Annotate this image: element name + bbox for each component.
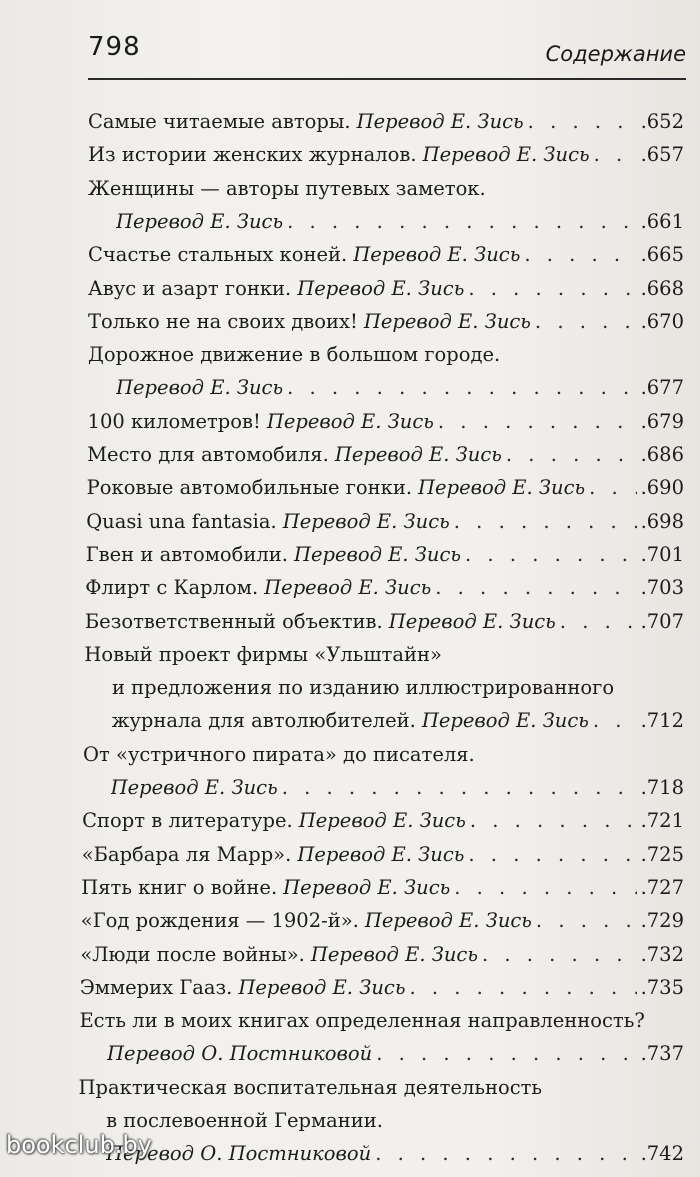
toc-entry-continuation — [112, 672, 684, 704]
toc-leader-dots — [594, 139, 637, 171]
toc-page-number: .701 — [640, 542, 684, 566]
toc-translator: Перевод Е. Зись — [297, 276, 465, 300]
toc-page-number: .686 — [640, 443, 684, 466]
toc-title: Флирт с Карлом. — [85, 576, 259, 600]
toc-translator: Перевод Е. Зись — [116, 376, 284, 400]
toc-translator: Перевод Е. Зись — [356, 110, 524, 133]
toc-leader-dots — [438, 406, 637, 438]
toc-entry — [86, 539, 684, 571]
toc-title: «Год рождения — 1902-й». — [80, 909, 359, 933]
toc-title: Безответственный объектив. — [84, 609, 383, 633]
toc-entry-continuation — [112, 705, 685, 737]
toc-translator: Перевод Е. Зись — [353, 243, 521, 267]
toc-entry — [88, 173, 684, 205]
toc-leader-dots — [435, 572, 636, 604]
toc-translator: Перевод Е. Зись — [364, 909, 532, 933]
toc-page-number: .668 — [640, 276, 684, 300]
toc-entry — [87, 439, 684, 471]
toc-translator: Перевод Е. Зись — [238, 975, 406, 999]
toc-page-number: .670 — [640, 309, 684, 333]
toc-leader-dots — [506, 439, 637, 471]
toc-translator: Перевод Е. Зись — [266, 409, 434, 433]
toc-leader-dots — [454, 506, 637, 538]
toc-entry — [88, 106, 684, 138]
toc-leader-dots — [593, 705, 637, 737]
toc-title: Из истории женских журналов. — [88, 143, 417, 167]
toc-title: «Барбара ля Марр». — [81, 842, 292, 866]
toc-translator: Перевод Е. Зись — [293, 542, 462, 566]
toc-page-number: .721 — [640, 809, 684, 833]
toc-leader-dots — [409, 972, 636, 1004]
toc-title: Спорт в литературе. — [82, 809, 293, 833]
toc-translator: Перевод Е. Зись — [283, 875, 451, 899]
toc-leader-dots — [376, 1038, 636, 1070]
toc-title: Пять книг о войне. — [81, 875, 278, 899]
toc-leader-dots — [287, 372, 636, 404]
toc-leader-dots — [287, 206, 636, 238]
toc-page-number: .661 — [640, 209, 684, 233]
toc-leader-dots — [465, 539, 637, 571]
toc-page-number: .657 — [640, 143, 684, 167]
page-number: 798 — [88, 32, 141, 62]
toc-title: и предложения по изданию иллюстрированного — [111, 676, 615, 700]
watermark: bookclub.by — [6, 1131, 152, 1159]
toc-entry — [81, 872, 684, 904]
toc-title: Место для автомобиля. — [87, 443, 329, 466]
toc-translator: Перевод Е. Зись — [110, 776, 278, 799]
running-head: Содержание — [545, 42, 686, 66]
toc-leader-dots — [282, 772, 637, 804]
toc-leader-dots — [589, 472, 636, 504]
toc-title: Авус и азарт гонки. — [88, 276, 292, 300]
toc-page-number: .698 — [640, 509, 684, 533]
toc-entry — [85, 606, 684, 638]
toc-entry — [83, 739, 684, 771]
toc-entry — [79, 1072, 684, 1104]
toc-entry — [87, 472, 684, 504]
toc-entry — [88, 306, 684, 338]
toc-title: в послевоенной Германии. — [106, 1109, 383, 1132]
toc-title: Практическая воспитательная деятельность — [78, 1075, 543, 1099]
toc-page-number: .677 — [640, 376, 684, 400]
toc-translator: Перевод Е. Зись — [334, 443, 502, 466]
toc-title: Роковые автомобильные гонки. — [86, 476, 413, 500]
toc-translator: Перевод Е. Зись — [388, 609, 556, 633]
toc-title: Дорожное движение в большом городе. — [88, 343, 501, 367]
toc-entry — [86, 506, 684, 538]
toc-entry-continuation — [116, 206, 684, 238]
toc-page-number: .690 — [640, 476, 684, 500]
toc-leader-dots — [560, 606, 637, 638]
toc-entry — [84, 639, 684, 671]
toc-translator: Перевод О. Постниковой — [106, 1142, 372, 1166]
toc-page-number: .665 — [640, 243, 684, 267]
toc-entry-continuation — [111, 772, 684, 804]
toc-title: Эммерих Гааз. — [79, 975, 233, 999]
toc-leader-dots — [536, 905, 637, 937]
toc-leader-dots — [468, 839, 636, 871]
toc-entry — [85, 572, 684, 604]
toc-leader-dots — [535, 306, 637, 338]
toc-title: 100 километров! — [87, 409, 261, 433]
toc-translator: Перевод Е. Зись — [297, 842, 465, 866]
toc-page-number: .712 — [640, 709, 684, 733]
toc-title: журнала для автолюбителей. — [111, 709, 416, 733]
toc-translator: Перевод Е. Зись — [418, 476, 586, 500]
toc-entry — [88, 406, 684, 438]
toc-translator: Перевод Е. Зись — [363, 309, 531, 333]
toc-entry — [88, 139, 684, 171]
toc-page-number: .727 — [640, 875, 684, 899]
toc-title: Новый проект фирмы «Ульштайн» — [84, 642, 442, 666]
toc-translator: Перевод Е. Зись — [421, 709, 589, 733]
toc-leader-dots — [470, 805, 637, 837]
toc-entry — [80, 939, 684, 971]
toc-entry — [79, 1005, 684, 1037]
toc-entry-continuation — [116, 372, 684, 404]
toc-translator: Перевод Е. Зись — [422, 143, 590, 167]
toc-title: Только не на своих двоих! — [88, 309, 358, 333]
toc-leader-dots — [528, 106, 637, 138]
toc-translator: Перевод Е. Зись — [282, 509, 450, 533]
toc-leader-dots — [454, 872, 636, 904]
toc-entry — [88, 339, 684, 371]
toc-leader-dots — [524, 239, 636, 271]
toc-title: Есть ли в моих книгах определенная направленность? — [79, 1009, 645, 1033]
toc-entry-continuation — [106, 1138, 684, 1170]
toc-page-number: .707 — [640, 609, 684, 633]
toc-title: Женщины — авторы путевых заметок. — [88, 176, 486, 200]
toc-title: От «устричного пирата» до писателя. — [83, 742, 475, 766]
toc-translator: Перевод Е. Зись — [310, 942, 478, 966]
toc-entry — [80, 972, 684, 1004]
toc-entry — [88, 273, 684, 305]
toc-page-number: .652 — [640, 110, 684, 133]
toc-translator: Перевод Е. Зись — [116, 209, 284, 233]
toc-leader-dots — [468, 273, 636, 305]
toc-entry — [82, 839, 684, 871]
toc-page-number: .679 — [640, 409, 684, 433]
toc-page-number: .729 — [640, 909, 684, 933]
toc-page-number: .732 — [640, 942, 684, 966]
toc-leader-dots — [375, 1138, 636, 1170]
toc-translator: Перевод О. Постниковой — [107, 1042, 373, 1066]
toc-entry-continuation — [106, 1105, 684, 1137]
toc-page-number: .725 — [640, 842, 684, 866]
toc-page-number: .718 — [640, 776, 684, 799]
toc-title: Quasi una fantasia. — [86, 509, 277, 533]
toc-entry — [82, 805, 684, 837]
toc-title: «Люди после войны». — [80, 942, 305, 966]
toc-page-number: .703 — [640, 576, 684, 600]
toc-page-number: .742 — [640, 1142, 684, 1166]
toc-title: Счастье стальных коней. — [88, 243, 348, 267]
toc-page-number: .737 — [640, 1042, 684, 1066]
toc-entry — [88, 239, 684, 271]
toc-title: Самые читаемые авторы. — [88, 110, 351, 133]
toc-entry-continuation — [107, 1038, 684, 1070]
toc-title: Гвен и автомобили. — [85, 542, 288, 566]
toc-translator: Перевод Е. Зись — [264, 576, 432, 600]
toc-leader-dots — [482, 939, 637, 971]
toc-translator: Перевод Е. Зись — [298, 809, 466, 833]
toc-page-number: .735 — [640, 975, 684, 999]
toc-entry — [81, 905, 684, 937]
